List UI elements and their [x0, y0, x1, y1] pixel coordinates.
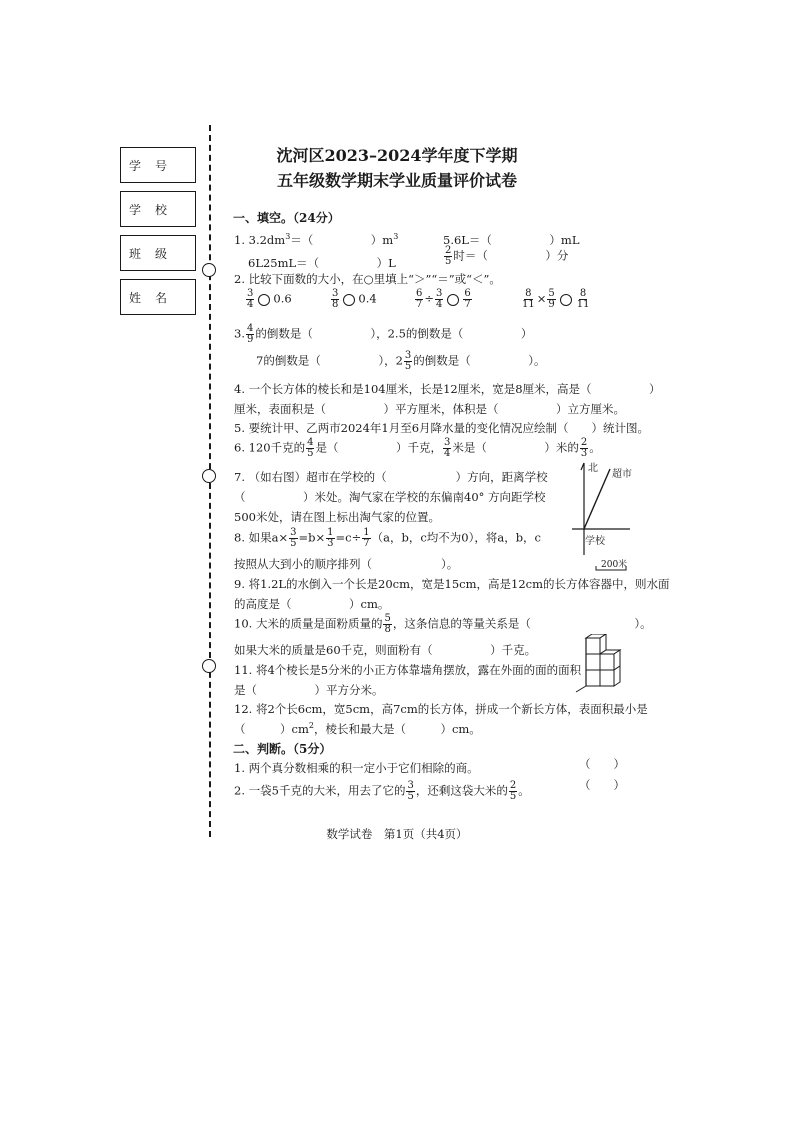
q10-line1: 10. 大米的质量是面粉质量的 $\frac{5}{8}$ ，这条信息的等量关系是（ ）。: [234, 613, 652, 635]
q10-line2: 如果大米的质量是60千克，则面粉有（ ）千克。: [234, 643, 537, 657]
judge-1-text: 1. 两个真分数相乘的积一定小于它们相除的商。: [234, 761, 479, 775]
binding-hole-1: [202, 263, 216, 277]
q11-line2: 是（ ）平方分米。: [234, 683, 384, 697]
q7-line1: 7. （如右图）超市在学校的（ ）方向，距离学校: [234, 470, 548, 484]
page-footer: 数学试卷 第1页（共4页）: [326, 827, 468, 841]
map-scale-label: 200米: [601, 560, 628, 570]
judge-1-answer[interactable]: （ ）: [579, 757, 625, 771]
q1-part-d: $\frac{2}{5}$ 时＝（ ）分: [445, 245, 569, 267]
q12-line1: 12. 将2个长6cm，宽5cm，高7cm的长方体，拼成一个新长方体，表面积最小是: [234, 702, 648, 716]
info-student-id[interactable]: 学 号: [121, 148, 196, 183]
section2-heading: 二、判断。（5分）: [233, 742, 332, 756]
compare-circle[interactable]: [560, 294, 572, 306]
q8-line2: 按照从大到小的顺序排列（ ）。: [234, 557, 459, 571]
q7-line2: （ ）米处。淘气家在学校的东偏南40° 方向距学校: [234, 490, 546, 504]
q9-line2: 的高度是（ ）cm。: [234, 597, 390, 611]
q8-line1: 8. 如果a× $\frac{3}{5}$ =b× $\frac{1}{3}$ =c÷ $\frac{1}{7}$ （a，b，c均不为0），将a，b，c: [234, 527, 541, 549]
q4-line1: 4. 一个长方体的棱长和是104厘米，长是12厘米，宽是8厘米，高是（ ）: [234, 382, 661, 396]
q7-line3: 500米处，请在图上标出淘气家的位置。: [234, 510, 440, 524]
compare-circle[interactable]: [447, 294, 459, 306]
q5-text: 5. 要统计甲、乙两市2024年1月至6月降水量的变化情况应绘制（ ）统计图。: [234, 421, 650, 435]
q4-line2: 厘米，表面积是（ ）平方厘米，体积是（ ）立方厘米。: [234, 402, 625, 416]
q2-compare-1: $\frac{3}{4}$ 0.6: [247, 288, 292, 310]
exam-title-line1: 沈河区2023–2024学年度下学期: [276, 146, 518, 165]
judge-2-answer[interactable]: （ ）: [579, 778, 625, 792]
binding-hole-2: [202, 469, 216, 483]
binding-hole-3: [202, 659, 216, 673]
compare-circle[interactable]: [343, 294, 355, 306]
fraction: $\frac{2}{5}$: [445, 245, 452, 267]
info-name[interactable]: 姓 名: [121, 280, 196, 315]
section1-heading: 一、填空。（24分）: [233, 211, 340, 225]
q2-compare-2: $\frac{3}{8}$ 0.4: [332, 288, 377, 310]
compare-circle[interactable]: [258, 294, 270, 306]
q1-part-c: 6L25mL＝（ ）L: [248, 256, 396, 270]
exam-title-line2: 五年级数学期末学业质量评价试卷: [276, 171, 517, 190]
q2-text: 2. 比较下面数的大小，在○里填上“＞”“＝”或“＜”。: [234, 272, 501, 286]
q6-text: 6. 120千克的 $\frac{4}{5}$ 是（ ）千克， $\frac{3}{4}$ 米是（ ）米的 $\frac{2}{3}$ 。: [234, 437, 601, 459]
q11-line1: 11. 将4个棱长是5分米的小正方体靠墙角摆放，露在外面的面的面积: [234, 663, 582, 677]
q2-compare-4: $\frac{8}{11}$ × $\frac{5}{9}$ $\frac{8}{11}$: [522, 288, 590, 310]
judge-2-text: 2. 一袋5千克的大米，用去了它的 $\frac{3}{5}$ ，还剩这袋大米的 $\frac{2}{5}$ 。: [234, 780, 530, 802]
q3-line2: 7的倒数是（ ），2 $\frac{3}{5}$ 的倒数是（ ）。: [256, 350, 546, 372]
info-school[interactable]: 学 校: [121, 192, 196, 227]
q1-part-a: 1. $3.2dm^3=$（ ）$m^3$: [234, 232, 399, 247]
map-school-label: 学校: [585, 536, 605, 547]
info-class[interactable]: 班 级: [121, 236, 196, 271]
q2-compare-3: $\frac{6}{7}$ ÷ $\frac{3}{4}$ $\frac{6}{7}$: [416, 288, 471, 310]
map-market-label: 超市: [612, 469, 632, 480]
q9-line1: 9. 将1.2L的水倒入一个长是20cm，宽是15cm，高是12cm的长方体容器中，则水面: [234, 577, 670, 591]
map-north-label: 北: [588, 463, 598, 474]
q3-line1: 3. $\frac{4}{9}$ 的倒数是（ ），2.5的倒数是（ ）: [234, 323, 533, 345]
q1-part-b: 5.6L＝（ ）mL: [443, 233, 580, 247]
q12-line2: （ ）$cm^2$，棱长和最大是（ ）cm。: [234, 721, 481, 736]
